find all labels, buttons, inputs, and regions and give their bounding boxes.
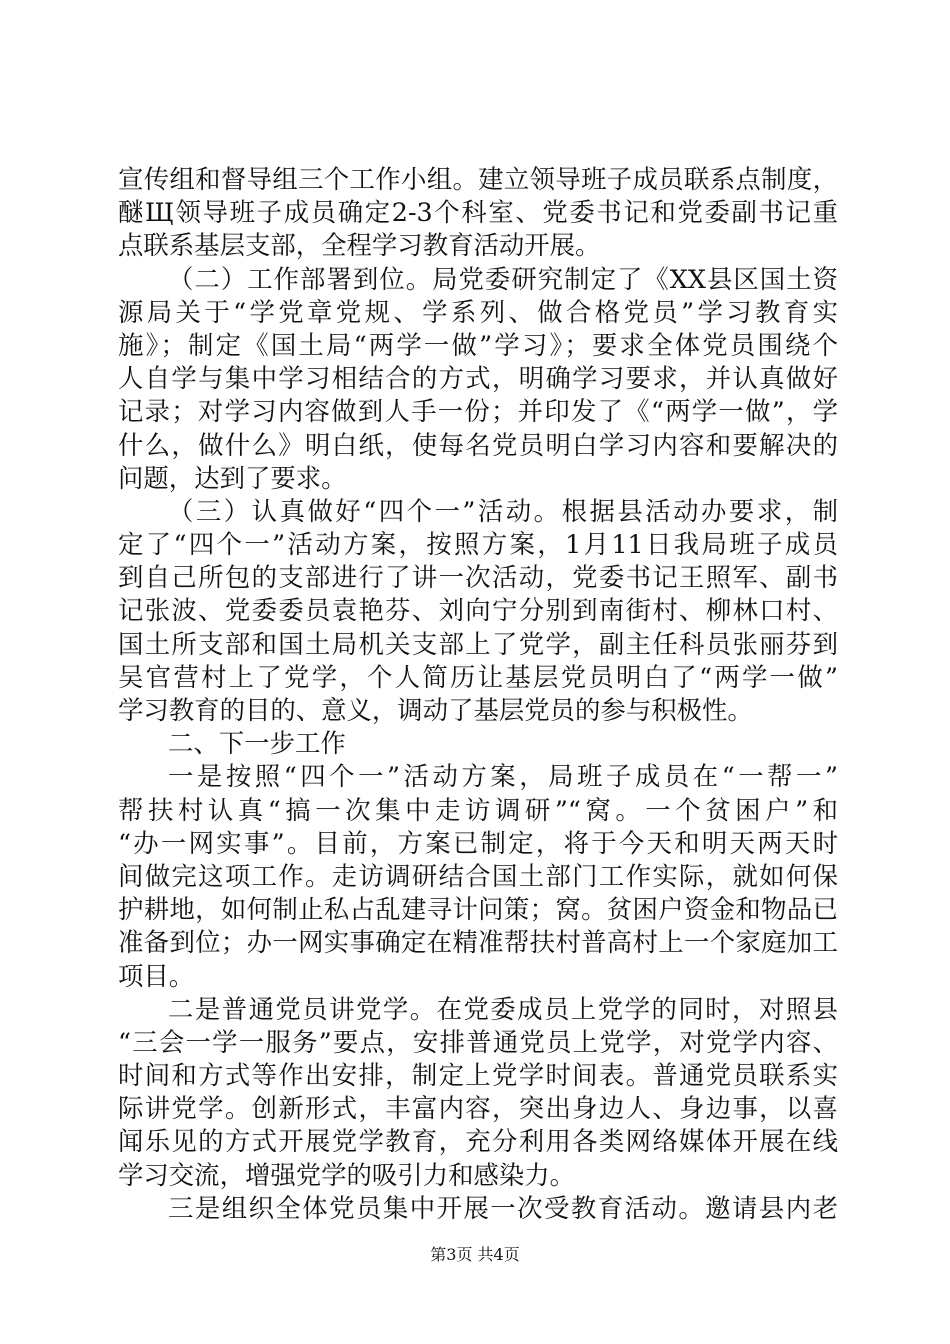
text-line: 吴官营村上了党学，个人简历让基层党员明白了“两学一做” — [118, 661, 838, 692]
text-line: 三是组织全体党员集中开展一次受教育活动。邀请县内老 — [168, 1192, 838, 1223]
text-line: 记张波、党委委员袁艳芬、刘向宁分别到南街村、柳林口村、 — [118, 595, 838, 626]
text-line: 点联系基层支部，全程学习教育活动开展。 — [118, 230, 601, 261]
text-line: （二）工作部署到位。局党委研究制定了《XX县区国土资 — [168, 263, 838, 294]
page-number-footer: 第3页 共4页 — [430, 1245, 520, 1264]
text-line: 帮扶村认真“搞一次集中走访调研”“窝。一个贫困户”和 — [118, 794, 838, 825]
text-line: 问题，达到了要求。 — [118, 462, 347, 493]
text-line: “三会一学一服务”要点，安排普通党员上党学，对党学内容、 — [118, 1026, 838, 1057]
text-line: “办一网实事”。目前，方案已制定，将于今天和明天两天时 — [118, 827, 838, 858]
text-line: 宣传组和督导组三个工作小组。建立领导班子成员联系点制度， — [118, 164, 838, 194]
text-line: 人自学与集中学习相结合的方式，明确学习要求，并认真做好 — [118, 363, 838, 394]
text-line: 施》；制定《国土局“两学一做”学习》；要求全体党员围绕个 — [118, 329, 838, 360]
text-line: 学习教育的目的、意义，调动了基层党员的参与积极性。 — [118, 695, 753, 725]
text-line: 准备到位；办一网实事确定在精准帮扶村普高村上一个家庭加工 — [118, 927, 838, 958]
text-line: 源局关于“学党章党规、学系列、做合格党员”学习教育实 — [118, 296, 838, 327]
text-line: 际讲党学。创新形式，丰富内容，突出身边人、身边事，以喜 — [118, 1093, 838, 1124]
text-line: 国土所支部和国土局机关支部上了党学，副主任科员张丽芬到 — [118, 628, 838, 659]
section-heading: 二、下一步工作 — [168, 728, 346, 759]
text-line: 项目。 — [118, 960, 195, 991]
text-line: 定了“四个一”活动方案，按照方案，1月11日我局班子成员 — [118, 529, 838, 560]
text-line: 间做完这项工作。走访调研结合国土部门工作实际，就如何保 — [118, 860, 838, 891]
text-line: 闻乐见的方式开展党学教育，充分利用各类网络媒体开展在线 — [118, 1126, 838, 1157]
text-line: 学习交流，增强党学的吸引力和感染力。 — [118, 1159, 576, 1190]
text-line: 什么，做什么》明白纸，使每名党员明白学习内容和要解决的 — [118, 429, 838, 460]
text-line: 二是普通党员讲党学。在党委成员上党学的同时，对照县 — [168, 993, 838, 1024]
text-line: 记录；对学习内容做到人手一份；并印发了《“两学一做”，学 — [118, 396, 838, 427]
text-line: 护耕地，如何制止私占乱建寻计问策；窝。贫困户资金和物品已 — [118, 894, 838, 925]
text-line: 时间和方式等作出安排，制定上党学时间表。普通党员联系实 — [118, 1060, 838, 1091]
text-line: 到自己所包的支部进行了讲一次活动，党委书记王照军、副书 — [118, 562, 838, 593]
text-line: 醚Щ领导班子成员确定2-3个科室、党委书记和党委副书记重 — [118, 197, 838, 228]
text-line: （三）认真做好“四个一”活动。根据县活动办要求，制 — [168, 495, 838, 526]
text-line: 一是按照“四个一”活动方案，局班子成员在“一帮一” — [168, 761, 838, 792]
document-body — [118, 163, 838, 1225]
